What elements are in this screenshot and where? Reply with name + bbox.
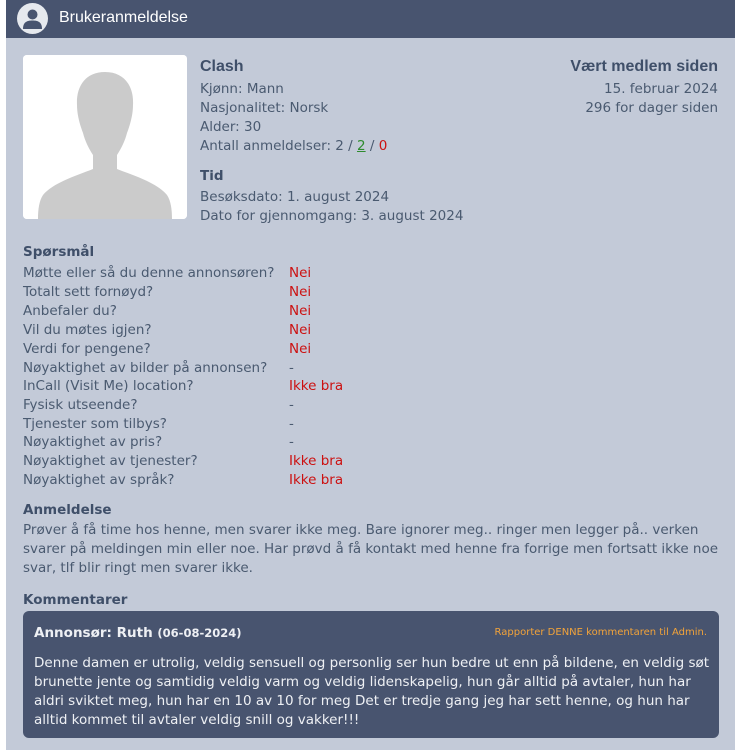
user-icon (17, 3, 48, 34)
review-section-title: Anmeldelse (23, 502, 112, 518)
question-answer: - (289, 360, 294, 376)
time-section-title: Tid (200, 168, 224, 184)
review-text: Prøver å få time hos henne, men svarer ikke meg. Bare ignorer meg.. ringer men legger på.. verken svarer på meldingen min eller noe. Har prøvd å få kontakt med henne fra forrige men fortsatt ikke noe svar, tlf blir ringt men svarer ikke. (23, 522, 719, 576)
member-since-date: 15. februar 2024 (604, 81, 718, 97)
question-answer: - (289, 397, 294, 413)
question-label: InCall (Visit Me) location? (23, 378, 194, 394)
review-date: Dato for gjennomgang: 3. august 2024 (200, 208, 464, 224)
questions-section-title: Spørsmål (23, 244, 95, 260)
question-answer: - (289, 434, 294, 450)
member-since-days: 296 for dager siden (585, 100, 718, 116)
page-title: Brukeranmeldelse (59, 9, 188, 26)
profile-name: Clash (200, 58, 244, 75)
profile-review-count (200, 138, 387, 154)
comment-card (23, 611, 719, 738)
comment-author: Annonsør: Ruth (34, 625, 153, 641)
question-label: Vil du møtes igjen? (23, 322, 152, 338)
question-label: Nøyaktighet av tjenester? (23, 453, 198, 469)
visit-date: Besøksdato: 1. august 2024 (200, 189, 390, 205)
question-label: Nøyaktighet av pris? (23, 434, 163, 450)
comments-section-title: Kommentarer (23, 592, 128, 608)
review-count-label: Antall anmeldelser: 2 / (200, 138, 358, 154)
question-label: Fysisk utseende? (23, 397, 138, 413)
profile-age: Alder: 30 (200, 119, 262, 135)
question-answer: Nei (289, 303, 312, 319)
question-answer: Ikke bra (289, 453, 344, 469)
question-answer: Ikke bra (289, 378, 344, 394)
review-count-positive[interactable]: 2 (357, 138, 366, 154)
question-answer: Nei (289, 341, 312, 357)
review-count-separator: / (365, 138, 379, 154)
question-answer: Nei (289, 322, 312, 338)
comment-author-line (34, 625, 241, 641)
profile-nationality: Nasjonalitet: Norsk (200, 100, 329, 116)
question-label: Anbefaler du? (23, 303, 117, 319)
comment-text: Denne damen er utrolig, veldig sensuell og personlig ser hun bedre ut enn på bildene, en veldig søt brunette jente og samtidig veldig varm og veldig lidenskapelig, hun går alltid på avtaler, hun har aldri sviktet meg, hun har en 10 av 10 for meg Det er tredje gang jeg har sett henne, og hun har alltid kommet til avtaler veldig snill og vakker!!! (34, 655, 710, 728)
question-answer: - (289, 416, 294, 432)
report-comment-link[interactable]: Rapporter DENNE kommentaren til Admin. (494, 627, 707, 638)
question-answer: Nei (289, 284, 312, 300)
review-count-negative: 0 (378, 138, 388, 154)
question-label: Tjenester som tilbys? (23, 416, 167, 432)
question-label: Totalt sett fornøyd? (23, 284, 154, 300)
question-label: Nøyaktighet av bilder på annonsen? (23, 360, 268, 376)
profile-gender: Kjønn: Mann (200, 81, 284, 97)
question-label: Verdi for pengene? (23, 341, 151, 357)
comment-date: (06-08-2024) (157, 626, 242, 640)
question-answer: Nei (289, 265, 312, 281)
page-header (6, 0, 735, 38)
question-label: Møtte eller så du denne annonsøren? (23, 265, 275, 281)
question-label: Nøyaktighet av språk? (23, 472, 175, 488)
question-answer: Ikke bra (289, 472, 344, 488)
member-since-title: Vært medlem siden (570, 58, 718, 75)
profile-photo-placeholder (23, 55, 187, 219)
